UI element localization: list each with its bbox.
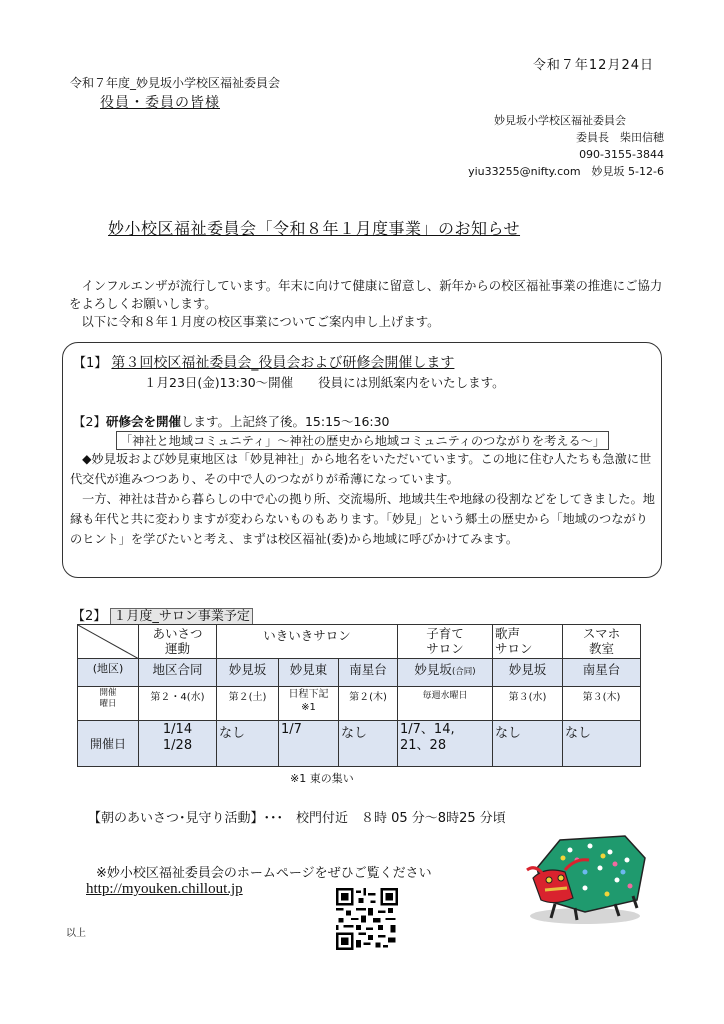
intro-text xyxy=(69,277,669,331)
date-cell: 1/7 xyxy=(279,721,339,767)
body-paragraph: 一方、神社は昔から暮らしの中で心の拠り所、交流場所、地域共生や地縁の役割などをしてきました。地縁も年代と共に変わりますが変わらないものもあります。「妙見」という郷土の歴史から「地域のつながりのヒント」を学びたいと考え、まずは校区福祉(委)から地域に呼びかけてみます。 xyxy=(70,492,655,546)
sender-email: yiu33255@nifty.com 妙見坂 5-12-6 xyxy=(468,165,664,178)
section1-marker: 【1】 xyxy=(73,356,108,371)
qr-code-icon[interactable] xyxy=(335,888,399,950)
intro-paragraph: インフルエンザが流行しています。年末に向けて健康に留意し、新年からの校区福祉事業の推進にご協力をよろしくお願いします。 xyxy=(69,278,663,311)
area-cell: 地区合同 xyxy=(139,659,217,687)
area-cell: 妙見坂 xyxy=(217,659,279,687)
shishimai-lion-illustration-icon xyxy=(515,828,655,928)
seminar-body xyxy=(70,449,660,549)
seminar-theme: 「神社と地域コミュニティ」～神社の歴史から地域コミュニティのつながりを考える～」 xyxy=(116,431,609,450)
recipient-org: 令和７年度_妙見坂小学校区福祉委員会 xyxy=(70,76,281,90)
page-title: 妙小校区福祉委員会「令和８年１月度事業」のお知らせ xyxy=(108,219,521,238)
sender-phone: 090-3155-3844 xyxy=(579,148,664,161)
section1-heading xyxy=(73,352,454,372)
sender-block xyxy=(468,112,664,180)
intro-paragraph: 以下に令和８年１月度の校区事業についてご案内申し上げます。 xyxy=(69,314,440,329)
area-cell: 妙見坂 xyxy=(493,659,563,687)
date-cell: 1/14 1/28 xyxy=(139,721,217,767)
table-footnote: ※1 東の集い xyxy=(290,772,354,785)
section2-marker: 【2】 xyxy=(73,414,106,429)
diagonal-line xyxy=(78,625,139,659)
corner-cell xyxy=(78,625,139,659)
date-cell: なし xyxy=(493,721,563,767)
section2-heading xyxy=(73,412,390,430)
weekday-cell: 第２(土) xyxy=(217,687,279,721)
table-row xyxy=(78,625,641,659)
area-cell xyxy=(398,659,493,687)
section3-title: １月度_サロン事業予定 xyxy=(110,608,253,625)
row-label: 開催 曜日 xyxy=(78,687,139,721)
recipient: 役員・委員の皆様 xyxy=(100,95,220,111)
group-header: スマホ 教室 xyxy=(563,625,641,659)
body-paragraph: ◆妙見坂および妙見東地区は「妙見神社」から地名をいただいています。この地に住む人たちも急激に世代交代が進みつつあり、その中で人のつながりが希薄になっています。 xyxy=(70,452,652,486)
morning-activity: 【朝のあいさつ･見守り活動】･･･ 校門付近 ８時 05 分～8時25 分頃 xyxy=(88,811,506,826)
date-cell: なし xyxy=(217,721,279,767)
section3-marker: 【2】 xyxy=(72,609,107,624)
group-header: あいさつ 運動 xyxy=(139,625,217,659)
date-cell: 1/7、14, 21、28 xyxy=(398,721,493,767)
homepage-note: ※妙小校区福祉委員会のホームページをぜひご覧ください xyxy=(96,866,432,881)
area-cell: 妙見東 xyxy=(279,659,339,687)
weekday-cell: 日程下記 ※1 xyxy=(279,687,339,721)
area-suffix: (合同) xyxy=(451,667,476,677)
table-row xyxy=(78,659,641,687)
salon-schedule-table xyxy=(77,624,641,767)
group-header: 子育て サロン xyxy=(398,625,493,659)
area-cell: 南星台 xyxy=(563,659,641,687)
group-header: 歌声 サロン xyxy=(493,625,563,659)
section2-title: 研修会を開催 xyxy=(105,414,181,429)
row-label: 開催日 xyxy=(78,721,139,767)
weekday-cell: 第３(木) xyxy=(563,687,641,721)
area-name: 妙見坂 xyxy=(414,662,452,677)
homepage-link[interactable]: http://myouken.chillout.jp xyxy=(86,881,243,897)
section3-heading xyxy=(72,605,253,624)
document-date: 令和７年12月24日 xyxy=(532,58,654,73)
area-cell: 南星台 xyxy=(339,659,398,687)
section1-title: 第３回校区福祉委員会_役員会および研修会開催します xyxy=(111,355,455,371)
group-header: いきいきサロン xyxy=(217,625,398,659)
weekday-cell: 第２・4(水) xyxy=(139,687,217,721)
weekday-cell: 第３(水) xyxy=(493,687,563,721)
closing: 以上 xyxy=(66,928,86,939)
section1-detail: １月23日(金)13:30～開催 役員には別紙案内をいたします。 xyxy=(144,375,505,390)
sender-org: 妙見坂小学校区福祉委員会 xyxy=(494,114,626,127)
table-row xyxy=(78,721,641,767)
date-cell: なし xyxy=(563,721,641,767)
weekday-cell: 毎週水曜日 xyxy=(398,687,493,721)
row-label: (地区) xyxy=(78,659,139,687)
sender-name: 委員長 柴田信穂 xyxy=(576,131,664,144)
date-cell: なし xyxy=(339,721,398,767)
table-row xyxy=(78,687,641,721)
weekday-cell: 第２(木) xyxy=(339,687,398,721)
section2-time: します。上記終了後。15:15～16:30 xyxy=(180,414,390,429)
